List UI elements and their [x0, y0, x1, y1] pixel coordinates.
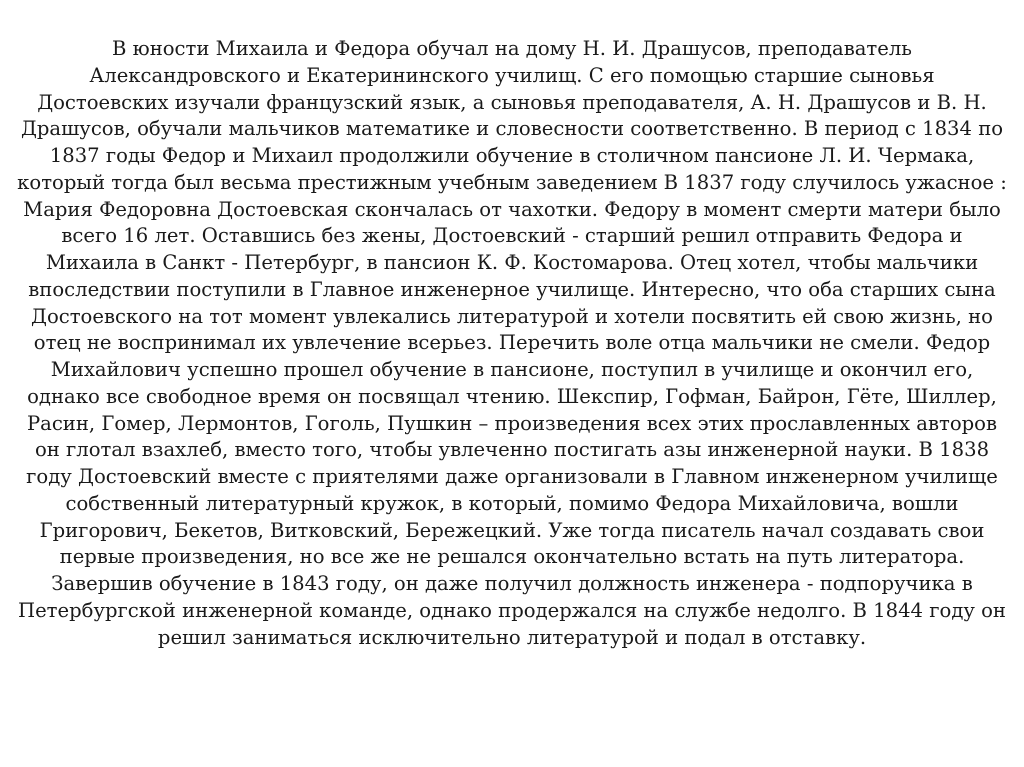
- paragraph-line: всего 16 лет. Оставшись без жены, Достоевский - старший решил отправить Федора и: [61, 224, 963, 248]
- paragraph-line: Петербургской инженерной команде, однако продержался на службе недолго. В 1844 году он: [17, 598, 1006, 622]
- paragraph-line: Завершив обучение в 1843 году, он даже получил должность инженера - подпоручика в: [51, 572, 973, 595]
- paragraph-line: Александровского и Екатерининского училищ. С его помощью старшие сыновья: [89, 63, 935, 87]
- body-paragraph: [6, 36, 1018, 651]
- paragraph-line: Григорович, Бекетов, Витковский, Бережецкий. Уже тогда писатель начал создавать свои: [39, 518, 985, 542]
- paragraph-line: Михаила в Санкт - Петербург, в пансион К. Ф. Костомарова. Отец хотел, чтобы мальчики: [45, 251, 979, 274]
- paragraph-line: Михайлович успешно прошел обучение в пансионе, поступил в училище и окончил его,: [50, 358, 974, 381]
- paragraph-line: решил заниматься исключительно литературой и подал в отставку.: [157, 625, 867, 649]
- paragraph-line: однако все свободное время он посвящал чтению. Шекспир, Гофман, Байрон, Гёте, Шиллер,: [27, 384, 997, 408]
- paragraph-line: собственный литературный кружок, в который, помимо Федора Михайловича, вошли: [65, 491, 959, 515]
- paragraph-line: первые произведения, но все же не решался окончательно встать на путь литератора.: [59, 545, 965, 569]
- paragraph-line: Достоевских изучали французский язык, а сыновья преподавателя, А. Н. Драшусов и В. Н.: [37, 90, 987, 114]
- paragraph-line: отец не воспринимал их увлечение всерьез. Перечить воле отца мальчики не смели. Федор: [33, 331, 991, 355]
- paragraph-line: впоследствии поступили в Главное инженерное училище. Интересно, что оба старших сына: [28, 277, 996, 301]
- paragraph-line: он глотал взахлеб, вместо того, чтобы увлеченно постигать азы инженерной науки. В 1838: [34, 438, 990, 462]
- paragraph-line: году Достоевский вместе с приятелями даже организовали в Главном инженерном училище: [26, 465, 998, 488]
- paragraph-line: 1837 годы Федор и Михаил продолжили обучение в столичном пансионе Л. И. Чермака,: [49, 144, 975, 167]
- paragraph-line: который тогда был весьма престижным учебным заведением В 1837 году случилось ужасное :: [17, 170, 1007, 194]
- paragraph-line: В юности Михаила и Федора обучал на дому Н. И. Драшусов, преподаватель: [112, 37, 912, 60]
- paragraph-line: Расин, Гомер, Лермонтов, Гоголь, Пушкин – произведения всех этих прославленных авторов: [26, 411, 998, 435]
- paragraph-line: Мария Федоровна Достоевская скончалась от чахотки. Федору в момент смерти матери было: [23, 197, 1001, 221]
- paragraph-line: Драшусов, обучали мальчиков математике и словесности соответственно. В период с 1834 по: [20, 117, 1004, 141]
- paragraph-line: Достоевского на тот момент увлекались литературой и хотели посвятить ей свою жизнь, но: [31, 304, 993, 328]
